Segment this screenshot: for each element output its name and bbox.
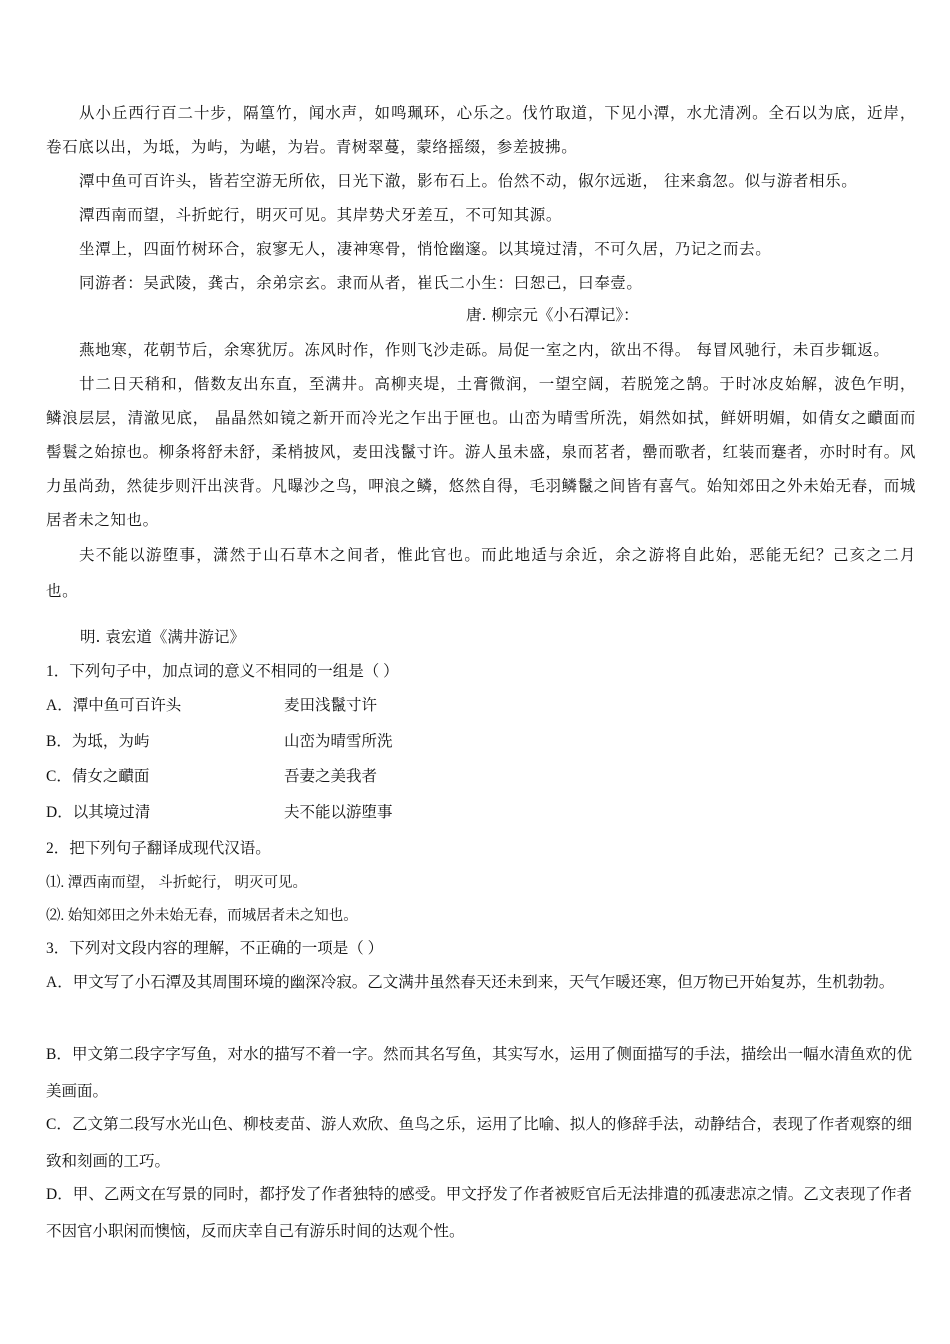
passage-b <box>46 333 916 609</box>
question-1-option-b <box>46 729 393 751</box>
question-1-option-d <box>46 800 393 822</box>
passage-a-paragraph-1: 从小丘西行百二十步，隔篁竹，闻水声，如鸣珮环，心乐之。伐竹取道，下见小潭，水尤清冽。全石以为底，近岸，卷石底以出，为坻，为屿，为嵁，为岩。青树翠蔓，蒙络摇缀，参差披拂。 <box>46 104 916 156</box>
passage-a-paragraph-5: 同游者：吴武陵，龚古，余弟宗玄。隶而从者，崔氏二小生：曰恕己，曰奉壹。 <box>79 274 643 292</box>
question-3-option-a: A．甲文写了小石潭及其周围环境的幽深冷寂。乙文满井虽然春天还未到来，天气乍暖还寒，但万物已开始复苏，生机勃勃。 <box>46 974 895 991</box>
option-d-right: 夫不能以游堕事 <box>284 804 393 821</box>
question-2-item-1: ⑴. 潭西南而望， 斗折蛇行， 明灭可见。 <box>46 875 307 891</box>
option-a-left: A．潭中鱼可百许头 <box>46 697 182 714</box>
option-b-left: B．为坻，为屿 <box>46 733 150 750</box>
passage-b-paragraph-2: 廿二日天稍和，偕数友出东直，至满井。高柳夹堤，土膏微润，一望空阔，若脱笼之鹄。于时冰皮始解，波色乍明，鳞浪层层，清澈见底， 晶晶然如镜之新开而冷光之乍出于匣也。山峦为晴雪所洗，娟然如拭，鲜妍明媚，如倩女之靧面而髻鬟之始掠也。柳条将舒未舒，柔梢披风，麦田浅鬣寸许。游人虽未盛，泉而茗者，罍而歌者，红装而蹇者，亦时时有。风力虽尚劲，然徒步则汗出浃背。凡曝沙之鸟，呷浪之鳞，悠然自得，毛羽鳞鬣之间皆有喜气。始知郊田之外未始无春，而城居者未之知也。 <box>46 375 916 529</box>
passage-a-paragraph-3: 潭西南而望，斗折蛇行，明灭可见。其岸势犬牙差互，不可知其源。 <box>79 206 563 224</box>
question-3-option-d: D．甲、乙两文在写景的同时，都抒发了作者独特的感受。甲文抒发了作者被贬官后无法排遣的孤凄悲凉之情。乙文表现了作者不因官小职闲而懊恼，反而庆幸自己有游乐时间的达观个性。 <box>46 1186 912 1240</box>
passage-b-paragraph-1: 燕地寒，花朝节后，余寒犹厉。冻风时作，作则飞沙走砾。局促一室之内，欲出不得。 每冒风驰行，未百步辄返。 <box>79 341 890 359</box>
option-c-right: 吾妻之美我者 <box>284 768 378 785</box>
question-3-option-b: B．甲文第二段字字写鱼，对水的描写不着一字。然而其名写鱼，其实写水，运用了侧面描写的手法，描绘出一幅水清鱼欢的优美画面。 <box>46 1046 912 1100</box>
question-1-option-c <box>46 764 377 786</box>
question-1-option-a <box>46 693 377 715</box>
option-b-right: 山峦为晴雪所洗 <box>284 733 393 750</box>
option-c-left: C．倩女之靧面 <box>46 768 150 785</box>
question-1-stem: 1．下列句子中，加点词的意义不相同的一组是（ ） <box>46 663 399 680</box>
passage-a <box>46 96 916 300</box>
passage-a-paragraph-2: 潭中鱼可百许头，皆若空游无所依，日光下澈，影布石上。佁然不动，俶尔远逝， 往来翕忽。似与游者相乐。 <box>79 172 858 190</box>
option-d-left: D．以其境过清 <box>46 804 151 821</box>
question-2-stem: 2．把下列句子翻译成现代汉语。 <box>46 840 271 857</box>
passage-a-source: 唐. 柳宗元《小石潭记》： <box>466 306 639 324</box>
option-a-right: 麦田浅鬣寸许 <box>284 697 378 714</box>
question-3-stem: 3．下列对文段内容的理解，不正确的一项是（ ） <box>46 940 384 957</box>
passage-b-source: 明. 袁宏道《满井游记》 <box>80 628 245 646</box>
question-3-option-c: C．乙文第二段写水光山色、柳枝麦苗、游人欢欣、鱼鸟之乐，运用了比喻、拟人的修辞手法，动静结合，表现了作者观察的细致和刻画的工巧。 <box>46 1116 912 1170</box>
passage-a-paragraph-4: 坐潭上，四面竹树环合，寂寥无人，凄神寒骨，悄怆幽邃。以其境过清，不可久居，乃记之而去。 <box>79 240 772 258</box>
passage-b-paragraph-3: 夫不能以游堕事，潇然于山石草木之间者，惟此官也。而此地适与余近，余之游将自此始，恶能无纪？己亥之二月也。 <box>46 546 916 600</box>
question-2-item-2: ⑵. 始知郊田之外未始无春，而城居者未之知也。 <box>46 908 358 924</box>
